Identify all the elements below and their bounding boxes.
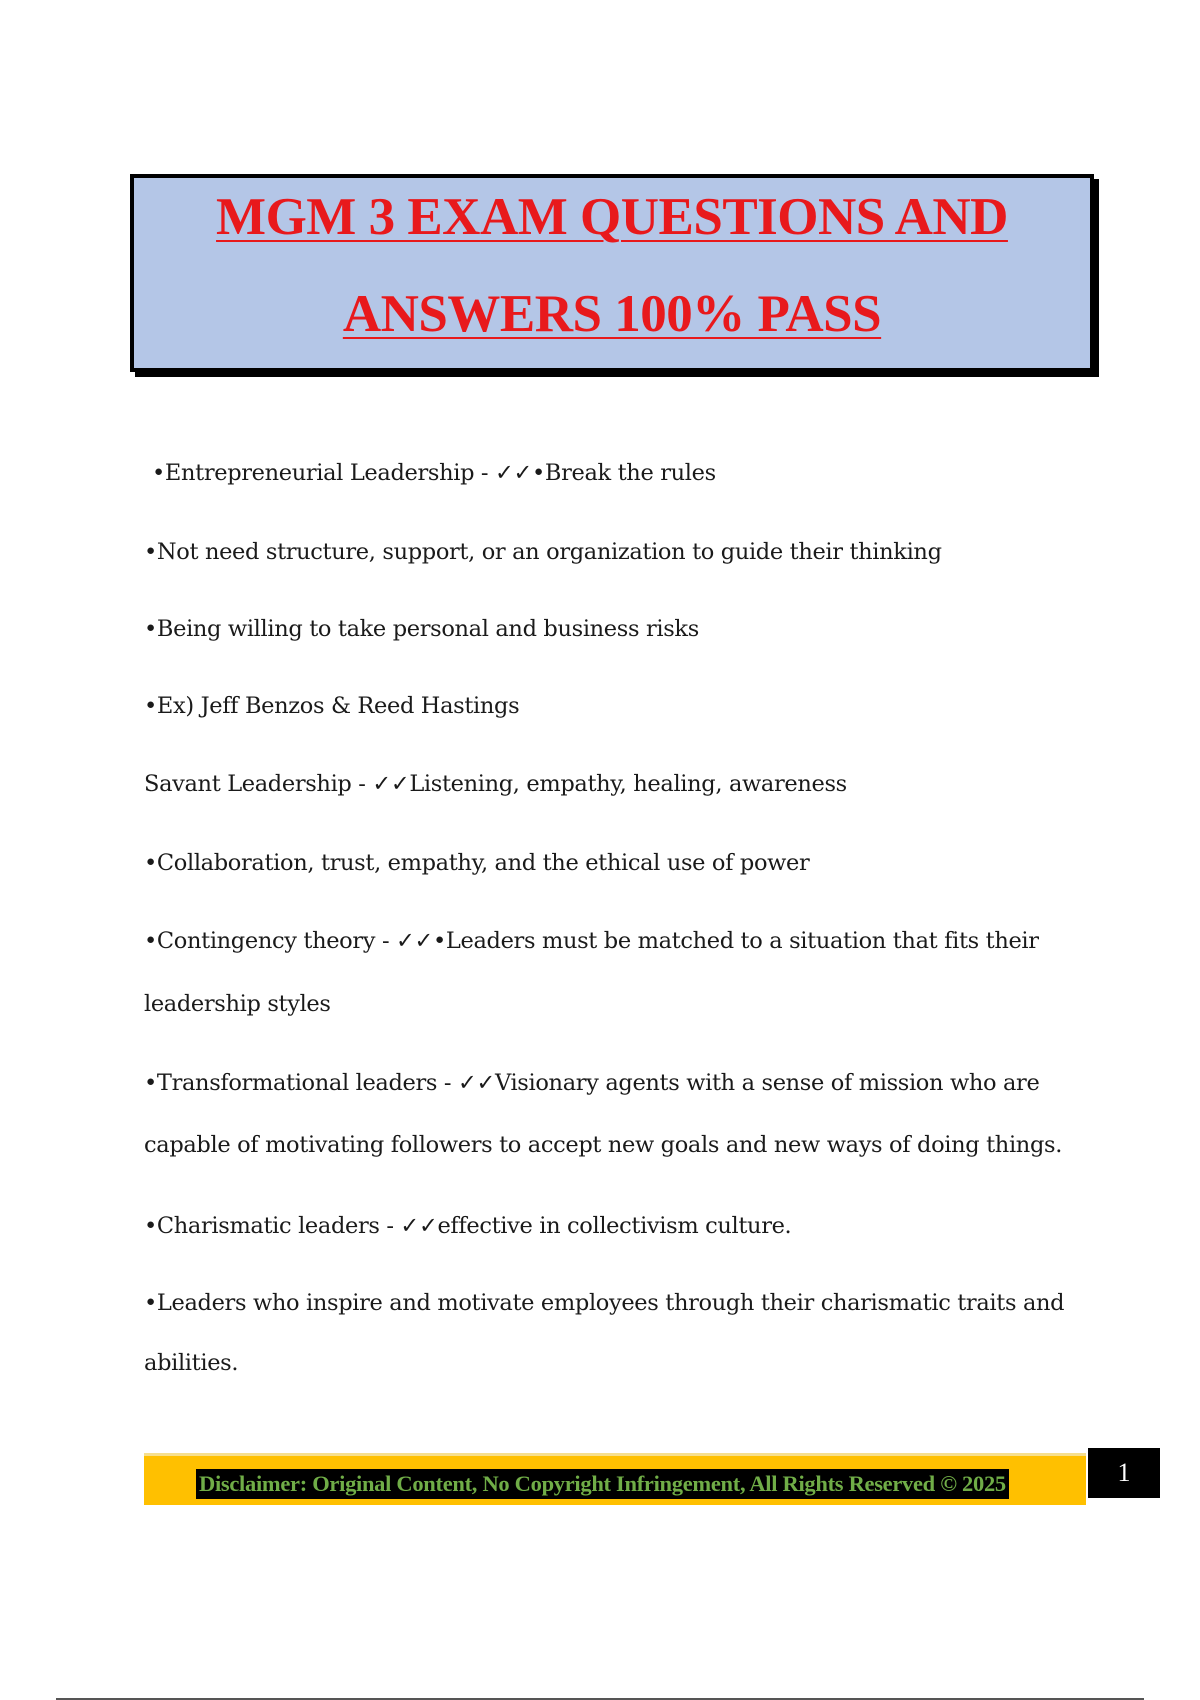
title-box <box>130 174 1094 372</box>
text-line-structure: •Not need structure, support, or an organization to guide their thinking <box>144 539 942 565</box>
document-title-line-1: MGM 3 EXAM QUESTIONS AND <box>216 188 1008 246</box>
text-line-example: •Ex) Jeff Benzos & Reed Hastings <box>144 693 520 719</box>
text-line-entrepreneurial-leadership: •Entrepreneurial Leadership - ✓✓•Break the rules <box>152 460 716 486</box>
text-line-collaboration: •Collaboration, trust, empathy, and the ethical use of power <box>144 850 810 876</box>
text-line-leadership-styles: leadership styles <box>144 991 331 1017</box>
text-line-abilities: abilities. <box>144 1350 239 1376</box>
text-line-transformational-leaders: •Transformational leaders - ✓✓Visionary agents with a sense of mission who are <box>144 1070 1040 1096</box>
text-line-risks: •Being willing to take personal and business risks <box>144 616 699 642</box>
document-title-line-2: ANSWERS 100% PASS <box>342 285 882 343</box>
text-line-charismatic-leaders: •Charismatic leaders - ✓✓effective in collectivism culture. <box>144 1213 792 1239</box>
text-line-inspire-motivate: •Leaders who inspire and motivate employees through their charismatic traits and <box>144 1290 1065 1316</box>
text-line-contingency-theory: •Contingency theory - ✓✓•Leaders must be matched to a situation that fits their <box>144 928 1039 954</box>
text-line-new-goals: capable of motivating followers to accept new goals and new ways of doing things. <box>144 1132 1062 1158</box>
text-line-savant-leadership: Savant Leadership - ✓✓Listening, empathy, healing, awareness <box>144 771 847 797</box>
page-number: 1 <box>1088 1448 1160 1498</box>
footer-disclaimer: Disclaimer: Original Content, No Copyright Infringement, All Rights Reserved © 2025 <box>196 1469 1009 1499</box>
